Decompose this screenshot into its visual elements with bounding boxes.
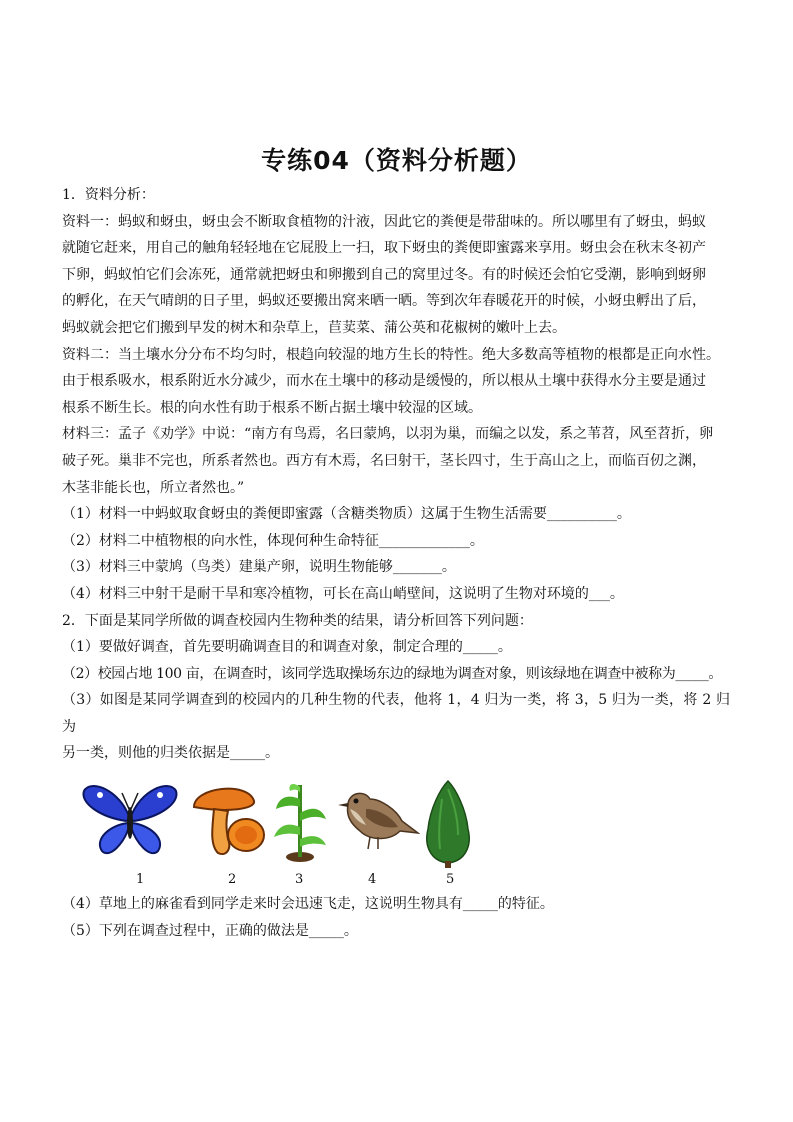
q2-sub-question: 另一类，则他的归类依据是_____。	[62, 745, 279, 762]
material-1-line: 的孵化，在天气晴朗的日子里，蚂蚁还要搬出窝来晒一晒。等到次年春暖花开的时候，小蚜虫孵出了后，	[62, 293, 706, 310]
material-1-line: 资料一：蚂蚁和蚜虫，蚜虫会不断取食植物的汁液，因此它的粪便是带甜味的。所以哪里有了蚜虫，蚂蚁	[62, 213, 706, 230]
q2-sub-question: （1）要做好调查，首先要明确调查目的和调查对象，制定合理的_____。	[62, 639, 512, 656]
organism-figure	[62, 779, 730, 891]
material-3-line: 木茎非能长也，所立者然也。”	[62, 479, 245, 496]
q1-sub-question: （3）材料三中蒙鸠（鸟类）建巢产卵，说明生物能够_______。	[62, 559, 456, 576]
material-1-line: 下卵，蚂蚁怕它们会冻死，通常就把蚜虫和卵搬到自己的窝里过冬。有的时候还会怕它受潮，影响到蚜卵	[62, 266, 706, 283]
mushroom-icon	[188, 779, 268, 859]
tree-icon	[422, 779, 474, 869]
q1-sub-question: （4）材料三中射干是耐干旱和寒冷植物，可长在高山峭壁间，这说明了生物对环境的___。	[62, 585, 624, 602]
figure-label-4: 4	[368, 872, 377, 888]
q2-sub-question: （2）校园占地 100 亩，在调查时，该同学选取操场东边的绿地为调查对象，则该绿地在调查中被称为_____。	[62, 665, 722, 682]
butterfly-icon	[80, 779, 180, 859]
page-title: 专练04（资料分析题）	[261, 146, 532, 175]
q2-sub-question: （4）草地上的麻雀看到同学走来时会迅速飞走，这说明生物具有_____的特征。	[62, 896, 554, 913]
q2-sub-question: （3）如图是某同学调查到的校园内的几种生物的代表，他将 1，4 归为一类，将 3，5 归为一类，将 2 归为	[62, 692, 730, 735]
figure-label-5: 5	[446, 872, 455, 888]
q1-sub-question: （1）材料一中蚂蚁取食蚜虫的粪便即蜜露（含糖类物质）这属于生物生活需要__________。	[62, 506, 631, 523]
q2-sub-question: （5）下列在调查过程中，正确的做法是_____。	[62, 922, 358, 939]
sparrow-icon	[330, 779, 420, 859]
material-3-line: 材料三：孟子《劝学》中说：“南方有鸟焉，名曰蒙鸠，以羽为巢，而编之以发，系之苇苕，风至苕折，卵	[62, 426, 714, 443]
material-1-line: 就随它赶来，用自己的触角轻轻地在它屁股上一扫，取下蚜虫的粪便即蜜露来享用。蚜虫会在秋末冬初产	[62, 240, 706, 257]
material-2-line: 由于根系吸水，根系附近水分减少，而水在土壤中的移动是缓慢的，所以根从土壤中获得水分主要是通过	[62, 373, 706, 390]
figure-label-2: 2	[228, 872, 237, 888]
material-1-line: 蚂蚁就会把它们搬到早发的树木和杂草上，苣荬菜、蒲公英和花椒树的嫩叶上去。	[62, 319, 566, 336]
q1-heading: 1．资料分析：	[62, 187, 155, 203]
q2-heading: 2．下面是某同学所做的调查校园内生物种类的结果，请分析回答下列问题：	[62, 612, 533, 629]
corn-seedling-icon	[272, 779, 328, 863]
material-2-line: 资料二：当土壤水分分布不均匀时，根趋向较湿的地方生长的特性。绝大多数高等植物的根都是正向水性。	[62, 346, 720, 363]
material-3-line: 破子死。巢非不完也，所系者然也。西方有木焉，名曰射干，茎长四寸，生于高山之上，而临百仞之渊，	[62, 452, 706, 469]
figure-label-3: 3	[295, 872, 304, 888]
document-body	[62, 182, 730, 944]
q1-sub-question: （2）材料二中植物根的向水性，体现何种生命特征_____________。	[62, 532, 484, 549]
figure-label-1: 1	[136, 872, 145, 888]
material-2-line: 根系不断生长。根的向水性有助于根系不断占据土壤中较湿的区域。	[62, 399, 482, 416]
